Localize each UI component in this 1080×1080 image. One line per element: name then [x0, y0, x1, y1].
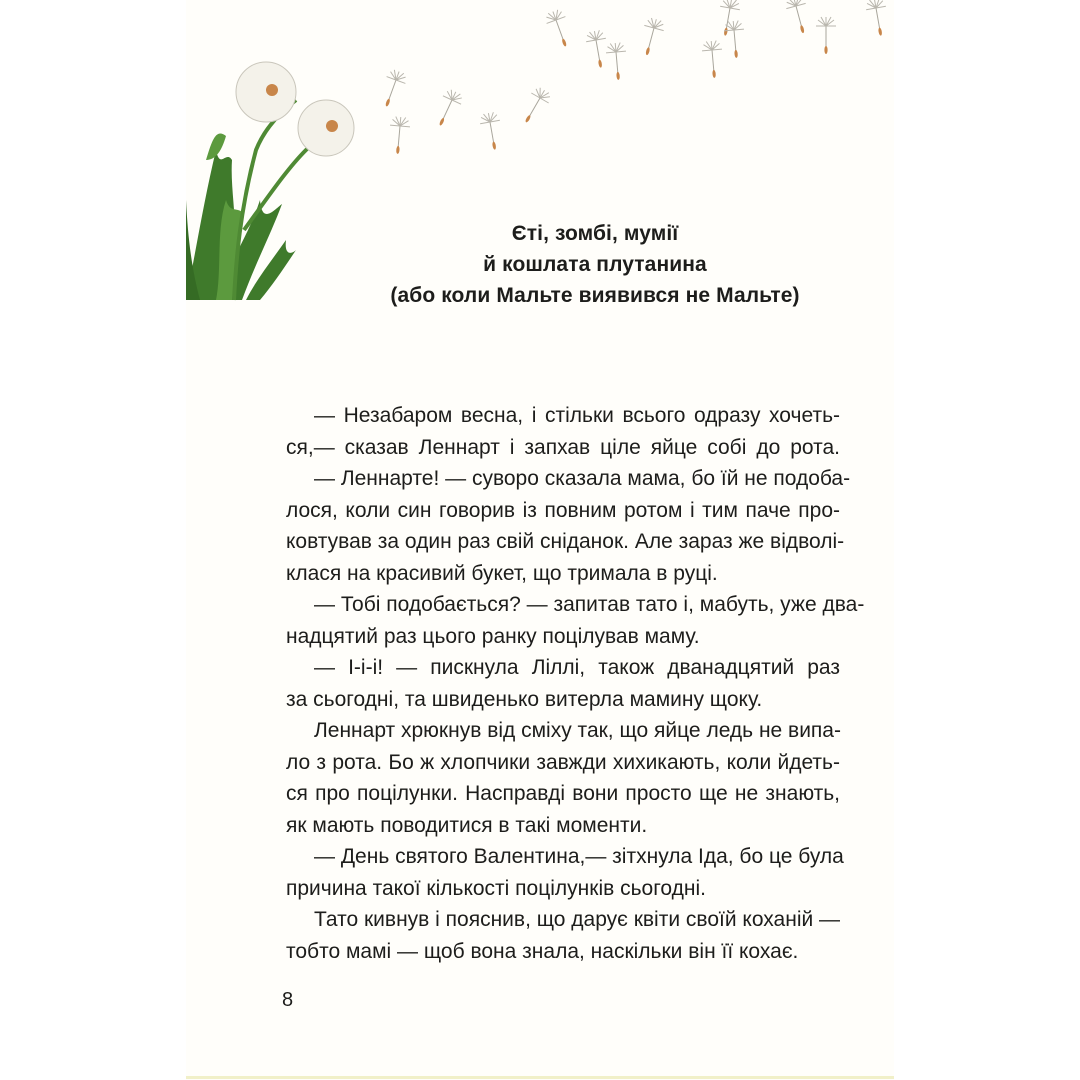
text-line: ся,— сказав Леннарт і запхав ціле яйце собі до рота. — [286, 435, 840, 459]
chapter-body-text — [286, 400, 865, 967]
text-line: — День святого Валентина,— зітхнула Іда, бо це була — [314, 845, 844, 868]
text-line: клася на красивий букет, що тримала в руці. — [286, 561, 718, 585]
chapter-title-line-1: Єті, зомбі, мумії — [511, 222, 679, 245]
page-edge-line — [186, 1076, 894, 1079]
text-line: ло з рота. Бо ж хлопчики завжди хихикають, коли йдеть- — [286, 750, 840, 774]
text-line: тобто мамі — щоб вона знала, наскільки він її кохає. — [286, 939, 799, 963]
text-line: — Незабаром весна, і стільки всього одразу хочеть- — [314, 404, 840, 427]
page-number: 8 — [282, 989, 294, 1011]
text-line: Леннарт хрюкнув від сміху так, що яйце ледь не випа- — [314, 719, 841, 742]
text-line: ковтував за один раз свій сніданок. Але зараз же відволі- — [286, 530, 845, 553]
text-line: за сьогодні, та швиденько витерла мамину щоку. — [286, 687, 763, 711]
text-line: — І-і-і! — пискнула Ліллі, також дванадцятий раз — [314, 656, 840, 679]
flying-seeds — [377, 0, 891, 155]
text-line: причина такої кількості поцілунків сьогодні. — [286, 876, 706, 900]
text-line: як мають поводитися в такі моменти. — [286, 813, 648, 837]
dandelion-flower-heads — [236, 62, 354, 156]
text-line: лося, коли син говорив із повним ротом і тим паче про- — [286, 498, 840, 522]
chapter-title-line-2: й кошлата плутанина — [483, 253, 707, 276]
chapter-title-line-3: (або коли Мальте виявився не Мальте) — [390, 284, 800, 307]
text-line: — Леннарте! — суворо сказала мама, бо їй не подоба- — [314, 467, 851, 490]
chapter-title — [300, 218, 890, 311]
text-line: — Тобі подобається? — запитав тато і, мабуть, уже два- — [314, 593, 865, 616]
text-line: Тато кивнув і пояснив, що дарує квіти своїй коханій — — [314, 908, 841, 931]
text-line: надцятий раз цього ранку поцілував маму. — [286, 624, 700, 648]
text-line: ся про поцілунки. Насправді вони просто ще не знають, — [286, 782, 840, 805]
